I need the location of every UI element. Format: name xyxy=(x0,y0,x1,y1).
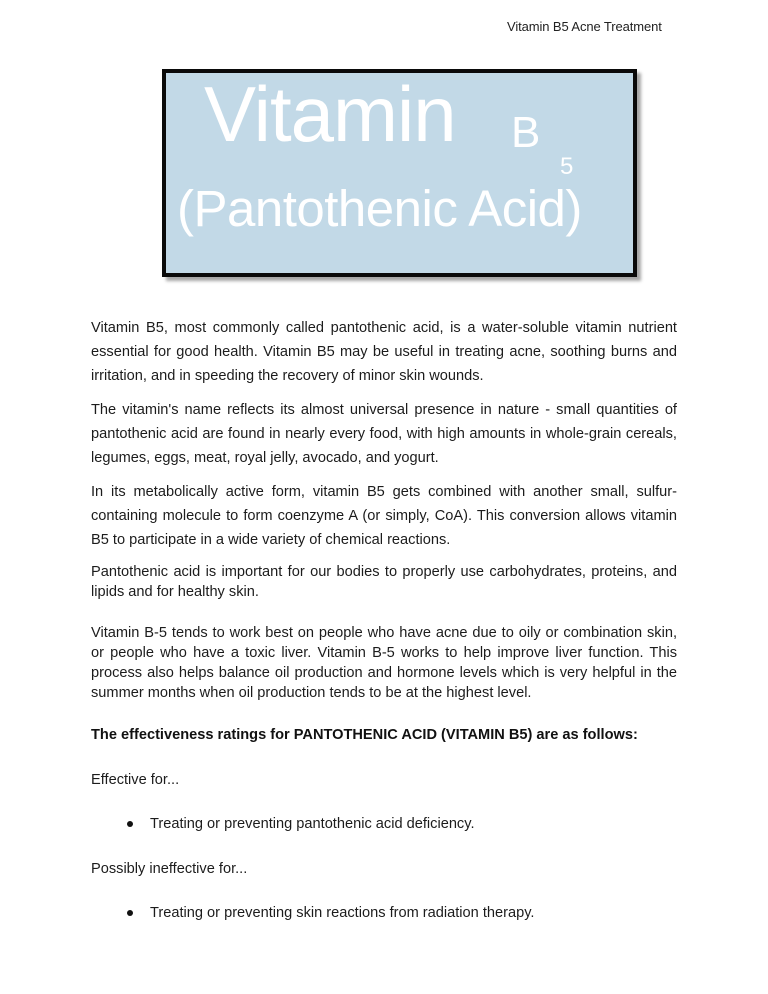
effective-for-label: Effective for... xyxy=(91,772,180,788)
list-item-text: Treating or preventing skin reactions from radiation therapy. xyxy=(150,905,535,921)
banner-pantothenic-acid-text: (Pantothenic Acid) xyxy=(177,180,582,237)
bullet-icon xyxy=(127,821,133,827)
ratings-heading: The effectiveness ratings for PANTOTHENIC ACID (VITAMIN B5) are as follows: xyxy=(91,727,638,743)
banner-b-letter: B xyxy=(511,108,541,157)
paragraph-importance: Pantothenic acid is important for our bodies to properly use carbohydrates, proteins, and lipids and for healthy skin. xyxy=(91,564,677,600)
list-item xyxy=(91,812,677,836)
effective-for-list xyxy=(91,812,677,836)
paragraph-name-origin: The vitamin's name reflects its almost universal presence in nature - small quantities of pantothenic acid are found in nearly every food, with high amounts in whole-grain cereals, legumes, eggs, meat, royal jelly, avocado, and yogurt. xyxy=(91,402,677,466)
document-body xyxy=(91,316,677,925)
possibly-ineffective-for-list xyxy=(91,901,677,925)
bullet-icon xyxy=(127,910,133,916)
vitamin-b5-banner-image xyxy=(162,69,637,277)
list-item-text: Treating or preventing pantothenic acid deficiency. xyxy=(150,816,475,832)
running-header-title: Vitamin B5 Acne Treatment xyxy=(507,19,662,34)
possibly-ineffective-for-label: Possibly ineffective for... xyxy=(91,861,248,877)
paragraph-intro: Vitamin B5, most commonly called pantothenic acid, is a water-soluble vitamin nutrient essential for good health. Vitamin B5 may be useful in treating acne, soothing burns and irritation, and in speeding the recovery of minor skin wounds. xyxy=(91,320,677,384)
list-item xyxy=(91,901,677,925)
banner-vitamin-text: Vitamin xyxy=(204,70,456,158)
paragraph-acne-usage: Vitamin B-5 tends to work best on people who have acne due to oily or combination skin, or people who have a toxic liver. Vitamin B-5 works to help improve liver function. This process also helps balance oil production and hormone levels which is very helpful in the summer months when oil production tends to be at the highest level. xyxy=(91,625,677,701)
paragraph-coenzyme-a: In its metabolically active form, vitamin B5 gets combined with another small, sulfur-containing molecule to form coenzyme A (or simply, CoA). This conversion allows vitamin B5 to participate in a wide variety of chemical reactions. xyxy=(91,484,677,548)
banner-subscript-5: 5 xyxy=(560,153,574,180)
